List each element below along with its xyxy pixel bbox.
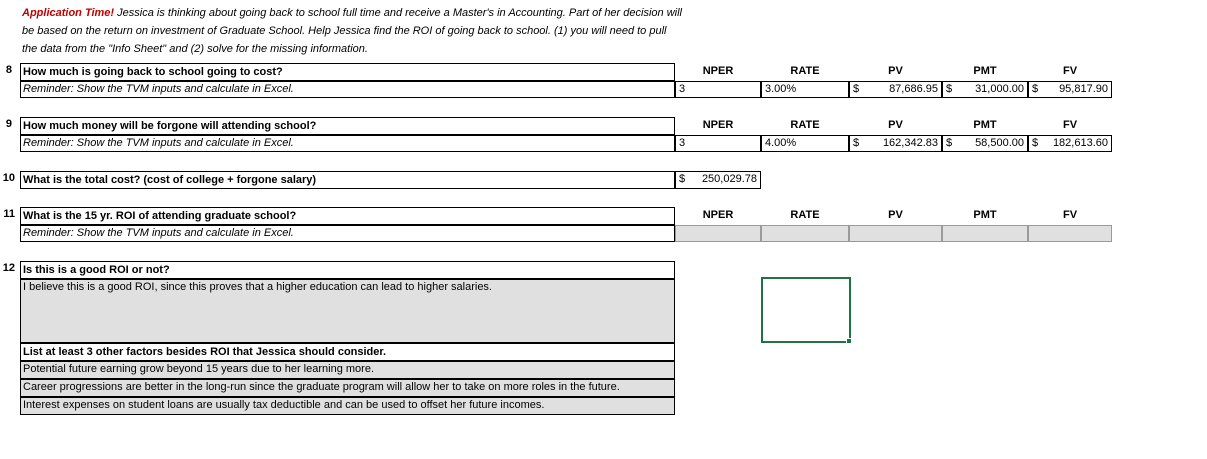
reminder-11[interactable]: Reminder: Show the TVM inputs and calculate in Excel. [20,225,675,242]
pv-11-cell[interactable] [849,225,942,242]
fv-9-cell[interactable] [1028,135,1112,152]
header-fv-11: FV [1062,209,1078,221]
row-number-11: 11 [3,208,15,220]
row-number-12: 12 [2,262,15,274]
header-rate-11: RATE [790,209,820,221]
pv-9-currency: $ [853,137,860,149]
header-fv-9: FV [1062,119,1078,131]
header-rate-9: RATE [790,119,820,131]
rate-8-cell[interactable]: 3.00% [761,81,849,98]
factor-item[interactable]: Interest expenses on student loans are usually tax deductible and can be used to offset her future incomes. [20,397,675,415]
roi-answer[interactable]: I believe this is a good ROI, since this proves that a higher education can lead to higher salaries. [20,279,675,343]
nper-8-cell[interactable]: 3 [675,81,761,98]
total-cost-currency: $ [679,173,686,185]
factor-item[interactable]: Career progressions are better in the long-run since the graduate program will allow her to take on more roles in the future. [20,379,675,397]
question-9[interactable]: How much money will be forgone will attending school? [20,117,675,135]
rate-11-cell[interactable] [761,225,849,242]
pmt-8-currency: $ [946,83,953,95]
pmt-8-cell[interactable] [942,81,1028,98]
fv-9-currency: $ [1032,137,1039,149]
pmt-8-value: 31,000.00 [975,83,1024,95]
header-pv-9: PV [888,119,903,131]
header-nper-9: NPER [702,119,734,131]
pmt-9-cell[interactable] [942,135,1028,152]
row-number-9: 9 [5,118,12,130]
reminder-8[interactable]: Reminder: Show the TVM inputs and calculate in Excel. [20,81,675,98]
question-8[interactable]: How much is going back to school going to cost? [20,63,675,81]
header-fv-8: FV [1062,65,1078,77]
row-number-8: 8 [5,64,12,76]
header-rate-8: RATE [790,65,820,77]
pv-8-cell[interactable] [849,81,942,98]
factor-item[interactable]: Potential future earning grow beyond 15 years due to her learning more. [20,361,675,379]
header-pmt-9: PMT [973,119,997,131]
nper-11-cell[interactable] [675,225,761,242]
fv-11-cell[interactable] [1028,225,1112,242]
selected-cell[interactable] [761,277,851,343]
pmt-11-cell[interactable] [942,225,1028,242]
fill-handle[interactable] [846,338,852,344]
fv-8-value: 95,817.90 [1059,83,1108,95]
header-nper-11: NPER [702,209,734,221]
row-number-10: 10 [2,172,15,184]
fv-9-value: 182,613.60 [1052,137,1108,149]
pmt-9-currency: $ [946,137,953,149]
rate-9-cell[interactable]: 4.00% [761,135,849,152]
nper-9-cell[interactable]: 3 [675,135,761,152]
intro-body: Jessica is thinking about going back to school full time and receive a Master's in Accounting. Part of her decision will be based on the return on investment of Graduate School. Help Jessica find the ROI of going back to school. (1) you will need to pull the data from the "Info Sheet" and (2) solve for the missing information. [22,7,682,55]
fv-8-currency: $ [1032,83,1039,95]
pv-8-value: 87,686.95 [889,83,938,95]
pv-9-value: 162,342.83 [882,137,938,149]
header-nper-8: NPER [702,65,734,77]
question-12[interactable]: Is this is a good ROI or not? [20,261,675,279]
pmt-9-value: 58,500.00 [975,137,1024,149]
fv-8-cell[interactable] [1028,81,1112,98]
pv-8-currency: $ [853,83,860,95]
total-cost-value: 250,029.78 [701,173,757,185]
intro-text [22,4,682,58]
header-pmt-8: PMT [973,65,997,77]
question-10[interactable]: What is the total cost? (cost of college + forgone salary) [20,171,675,189]
total-cost-cell[interactable] [675,171,761,189]
intro-lead: Application Time! [22,7,115,19]
header-pv-11: PV [888,209,903,221]
header-pmt-11: PMT [973,209,997,221]
header-pv-8: PV [888,65,903,77]
reminder-9[interactable]: Reminder: Show the TVM inputs and calculate in Excel. [20,135,675,152]
factors-heading[interactable]: List at least 3 other factors besides ROI that Jessica should consider. [20,343,675,361]
pv-9-cell[interactable] [849,135,942,152]
question-11[interactable]: What is the 15 yr. ROI of attending graduate school? [20,207,675,225]
